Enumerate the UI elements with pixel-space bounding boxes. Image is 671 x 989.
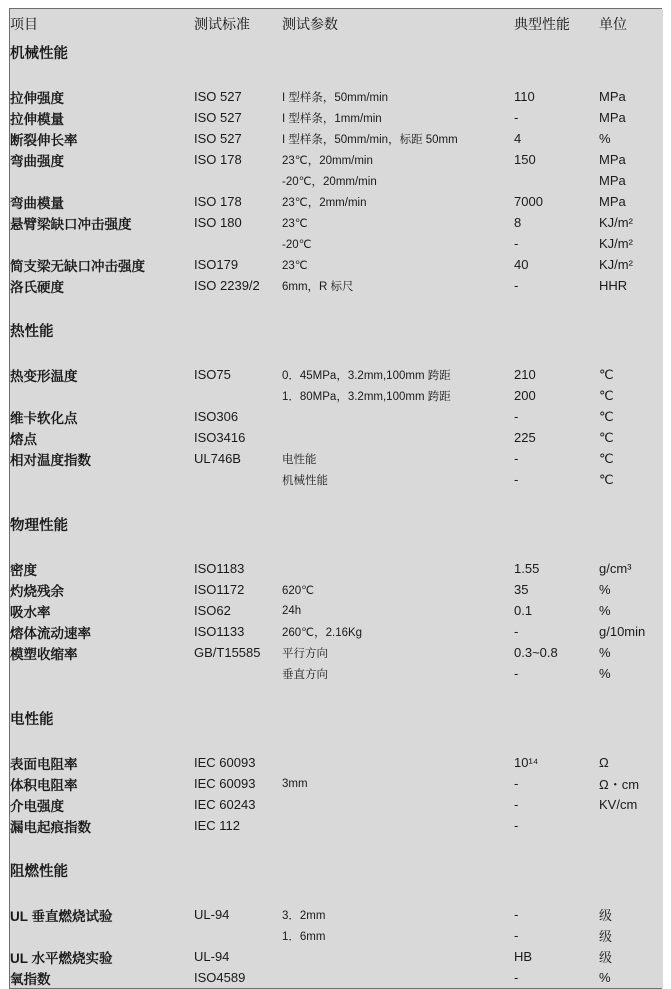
cell-item: 密度 (10, 562, 37, 578)
cell-unit: 级 (599, 908, 613, 923)
cell-standard (194, 883, 282, 904)
table-group-row (10, 317, 663, 343)
table-row (10, 364, 663, 385)
cell-unit (599, 836, 663, 857)
cell-item: 拉伸模量 (10, 111, 64, 127)
cell-parameter (282, 705, 514, 731)
cell-typical-value (514, 490, 599, 511)
cell-typical-value (514, 296, 599, 317)
cell-standard: IEC 112 (194, 818, 241, 833)
cell-unit (599, 857, 663, 883)
table-row (10, 191, 663, 212)
column-header-item: 项目 (10, 16, 38, 32)
cell-unit (599, 537, 663, 558)
cell-standard (194, 317, 282, 343)
table-row (10, 149, 663, 170)
cell-unit: g/10min (599, 624, 646, 639)
cell-standard (194, 65, 282, 86)
cell-standard: ISO 527 (194, 110, 242, 125)
cell-parameter (282, 490, 514, 511)
cell-unit: ℃ (599, 366, 614, 382)
cell-item (10, 343, 194, 364)
group-title: 机械性能 (10, 45, 68, 62)
cell-standard: ISO75 (194, 367, 231, 382)
cell-standard: ISO 178 (194, 152, 242, 167)
cell-typical-value: 40 (514, 257, 529, 272)
cell-unit: HHR (599, 278, 628, 293)
cell-unit (599, 490, 663, 511)
cell-parameter: 垂直方向 (282, 668, 328, 681)
cell-typical-value: - (514, 928, 519, 943)
cell-unit: % (599, 131, 611, 146)
cell-parameter (282, 857, 514, 883)
cell-item (10, 925, 194, 946)
cell-parameter: 0．45MPa，3.2mm,100mm 跨距 (282, 369, 451, 382)
cell-parameter: 260℃，2.16Kg (282, 626, 363, 639)
cell-item: 拉伸强度 (10, 90, 64, 106)
cell-typical-value: 7000 (514, 194, 543, 209)
cell-item: 相对温度指数 (10, 452, 91, 468)
cell-typical-value: - (514, 472, 519, 487)
cell-standard (194, 39, 282, 65)
table-group-row (10, 39, 663, 65)
column-header-standard: 测试标准 (194, 16, 250, 32)
cell-typical-value: - (514, 818, 519, 833)
cell-item: 悬臂梁缺口冲击强度 (10, 216, 132, 232)
cell-unit (599, 705, 663, 731)
cell-standard (194, 343, 282, 364)
cell-standard: ISO 178 (194, 194, 242, 209)
column-header-unit: 单位 (599, 16, 627, 32)
cell-item (10, 170, 194, 191)
cell-item: 吸水率 (10, 604, 51, 620)
cell-item (10, 233, 194, 254)
table-spacer-row (10, 731, 663, 752)
cell-parameter: 23℃，2mm/min (282, 196, 367, 209)
cell-parameter: 620℃ (282, 584, 315, 597)
cell-unit (599, 39, 663, 65)
cell-item: 维卡软化点 (10, 410, 78, 426)
cell-item: 弯曲强度 (10, 153, 64, 169)
cell-parameter (282, 794, 514, 815)
cell-parameter (282, 752, 514, 773)
cell-parameter: 1．80MPa，3.2mm,100mm 跨距 (282, 390, 451, 403)
cell-parameter: I 型样条，50mm/min (282, 91, 389, 104)
table-spacer-row (10, 296, 663, 317)
cell-parameter: 24h (282, 604, 302, 617)
cell-standard (194, 663, 282, 684)
cell-parameter (282, 967, 514, 988)
cell-standard (194, 857, 282, 883)
cell-standard (194, 684, 282, 705)
cell-parameter (282, 883, 514, 904)
cell-standard: ISO62 (194, 603, 231, 618)
cell-typical-value (514, 731, 599, 752)
cell-parameter (282, 427, 514, 448)
column-header-typical: 典型性能 (514, 16, 570, 32)
cell-unit: % (599, 666, 611, 681)
cell-typical-value (514, 883, 599, 904)
cell-item: 简支梁无缺口冲击强度 (10, 258, 145, 274)
table-row (10, 794, 663, 815)
table-row (10, 107, 663, 128)
cell-standard: ISO 180 (194, 215, 242, 230)
cell-unit (599, 684, 663, 705)
table-head (10, 9, 663, 39)
table-row (10, 621, 663, 642)
table-spacer-row (10, 684, 663, 705)
cell-standard (194, 925, 282, 946)
cell-parameter: 平行方向 (282, 647, 328, 660)
cell-item: UL 水平燃烧实验 (10, 950, 113, 966)
cell-parameter: 23℃，20mm/min (282, 154, 373, 167)
cell-item: 弯曲模量 (10, 195, 64, 211)
table-spacer-row (10, 65, 663, 86)
cell-typical-value: - (514, 797, 519, 812)
cell-parameter (282, 946, 514, 967)
column-header-parameter: 测试参数 (282, 16, 338, 32)
cell-unit: % (599, 970, 611, 985)
cell-unit: Ω (599, 755, 609, 770)
table-header-row (10, 9, 663, 39)
cell-parameter (282, 296, 514, 317)
cell-item (10, 537, 194, 558)
table-spacer-row (10, 836, 663, 857)
cell-standard: ISO306 (194, 409, 239, 424)
table-row (10, 815, 663, 836)
cell-typical-value: - (514, 409, 519, 424)
cell-typical-value: 150 (514, 152, 536, 167)
cell-standard: UL-94 (194, 907, 230, 922)
group-title: 电性能 (10, 711, 54, 728)
table-row (10, 904, 663, 925)
cell-item (10, 469, 194, 490)
cell-parameter (282, 731, 514, 752)
cell-standard (194, 490, 282, 511)
cell-standard (194, 705, 282, 731)
cell-typical-value: - (514, 451, 519, 466)
cell-unit: ℃ (599, 387, 614, 403)
cell-parameter: 3mm (282, 777, 308, 790)
cell-typical-value: 4 (514, 131, 522, 146)
cell-typical-value (514, 537, 599, 558)
cell-unit: 级 (599, 929, 613, 944)
cell-parameter: 6mm，R 标尺 (282, 280, 354, 293)
cell-item (10, 731, 194, 752)
cell-parameter (282, 39, 514, 65)
cell-standard: ISO 527 (194, 131, 242, 146)
cell-typical-value: - (514, 776, 519, 791)
cell-typical-value: 35 (514, 582, 529, 597)
cell-standard (194, 836, 282, 857)
cell-unit (599, 815, 663, 836)
cell-typical-value (514, 65, 599, 86)
cell-unit: Ω・cm (599, 777, 640, 792)
cell-unit: MPa (599, 173, 626, 188)
cell-unit (599, 296, 663, 317)
cell-standard (194, 233, 282, 254)
table-row (10, 170, 663, 191)
cell-unit: % (599, 582, 611, 597)
cell-standard: ISO179 (194, 257, 239, 272)
cell-item: 断裂伸长率 (10, 132, 78, 148)
cell-unit: ℃ (599, 450, 614, 466)
cell-parameter: 1．6mm (282, 930, 326, 943)
cell-item (10, 490, 194, 511)
table-spacer-row (10, 343, 663, 364)
cell-unit (599, 343, 663, 364)
cell-parameter (282, 65, 514, 86)
cell-typical-value: 225 (514, 430, 536, 445)
cell-unit (599, 883, 663, 904)
cell-unit: MPa (599, 152, 626, 167)
cell-standard: ISO4589 (194, 970, 246, 985)
table-spacer-row (10, 883, 663, 904)
cell-parameter: 23℃ (282, 217, 308, 230)
table-row (10, 752, 663, 773)
cell-typical-value (514, 857, 599, 883)
cell-standard (194, 511, 282, 537)
table-row (10, 406, 663, 427)
cell-typical-value: - (514, 907, 519, 922)
cell-typical-value: 8 (514, 215, 522, 230)
table-spacer-row (10, 490, 663, 511)
cell-standard (194, 469, 282, 490)
cell-unit: ℃ (599, 408, 614, 424)
table-row (10, 925, 663, 946)
cell-parameter: 23℃ (282, 259, 308, 272)
cell-parameter: -20℃ (282, 238, 312, 251)
cell-typical-value (514, 836, 599, 857)
cell-standard: ISO 527 (194, 89, 242, 104)
cell-typical-value (514, 343, 599, 364)
cell-item: 热变形温度 (10, 368, 78, 384)
table-body (10, 39, 663, 988)
table-row (10, 86, 663, 107)
cell-typical-value (514, 39, 599, 65)
cell-parameter: 机械性能 (282, 474, 328, 487)
table-row (10, 254, 663, 275)
table-row (10, 663, 663, 684)
cell-typical-value: HB (514, 949, 533, 964)
cell-typical-value: - (514, 110, 519, 125)
cell-unit: MPa (599, 89, 626, 104)
cell-parameter (282, 684, 514, 705)
cell-parameter: 3．2mm (282, 909, 326, 922)
cell-standard: ISO 2239/2 (194, 278, 260, 293)
cell-standard: ISO1133 (194, 624, 245, 639)
cell-parameter (282, 836, 514, 857)
cell-typical-value (514, 684, 599, 705)
cell-standard: UL-94 (194, 949, 230, 964)
cell-typical-value (514, 170, 599, 191)
material-spec-table (10, 9, 663, 988)
cell-item (10, 296, 194, 317)
cell-unit: KJ/m² (599, 215, 633, 230)
cell-item (10, 663, 194, 684)
cell-standard: IEC 60243 (194, 797, 256, 812)
table-row (10, 128, 663, 149)
cell-typical-value (514, 317, 599, 343)
cell-parameter: I 型样条，1mm/min (282, 112, 382, 125)
cell-item: 熔点 (10, 431, 37, 447)
cell-standard: UL746B (194, 451, 241, 466)
cell-typical-value: 200 (514, 388, 536, 403)
cell-typical-value: 1.55 (514, 561, 540, 576)
cell-unit: g/cm³ (599, 561, 632, 576)
cell-typical-value: 210 (514, 367, 536, 382)
cell-typical-value: 0.1 (514, 603, 533, 618)
cell-item: 体积电阻率 (10, 777, 78, 793)
cell-typical-value: - (514, 624, 519, 639)
table-row (10, 233, 663, 254)
cell-standard: ISO3416 (194, 430, 246, 445)
cell-item: UL 垂直燃烧试验 (10, 908, 113, 924)
cell-item: 介电强度 (10, 798, 64, 814)
cell-standard: IEC 60093 (194, 776, 256, 791)
cell-parameter (282, 815, 514, 836)
table-group-row (10, 705, 663, 731)
cell-item: 漏电起痕指数 (10, 819, 91, 835)
cell-typical-value: 110 (514, 89, 535, 104)
table-row (10, 212, 663, 233)
cell-item (10, 684, 194, 705)
cell-unit (599, 731, 663, 752)
cell-typical-value: 0.3~0.8 (514, 645, 558, 660)
cell-typical-value: - (514, 278, 519, 293)
table-group-row (10, 857, 663, 883)
cell-unit: ℃ (599, 429, 614, 445)
cell-standard: ISO1172 (194, 582, 245, 597)
cell-item (10, 836, 194, 857)
cell-standard (194, 731, 282, 752)
cell-parameter (282, 317, 514, 343)
cell-item (10, 65, 194, 86)
cell-standard: GB/T15585 (194, 645, 261, 660)
cell-parameter: -20℃，20mm/min (282, 175, 377, 188)
cell-unit: KJ/m² (599, 236, 633, 251)
cell-standard (194, 385, 282, 406)
cell-standard (194, 537, 282, 558)
cell-parameter: I 型样条，50mm/min，标距 50mm (282, 133, 458, 146)
cell-parameter (282, 558, 514, 579)
table-row (10, 946, 663, 967)
group-title: 物理性能 (10, 517, 68, 534)
spec-table-frame (9, 8, 662, 989)
cell-parameter (282, 343, 514, 364)
cell-unit: % (599, 645, 611, 660)
cell-item: 氧指数 (10, 971, 51, 987)
cell-item: 洛氏硬度 (10, 279, 64, 295)
cell-parameter (282, 406, 514, 427)
cell-parameter (282, 511, 514, 537)
table-row (10, 579, 663, 600)
cell-typical-value: - (514, 970, 519, 985)
cell-unit: % (599, 603, 611, 618)
table-row (10, 385, 663, 406)
cell-typical-value (514, 511, 599, 537)
table-row (10, 469, 663, 490)
cell-item (10, 883, 194, 904)
cell-item: 表面电阻率 (10, 756, 78, 772)
cell-typical-value: - (514, 666, 519, 681)
table-row (10, 448, 663, 469)
cell-standard (194, 296, 282, 317)
cell-unit: MPa (599, 194, 626, 209)
table-row (10, 600, 663, 621)
group-title: 阻燃性能 (10, 863, 68, 880)
cell-item: 熔体流动速率 (10, 625, 91, 641)
cell-item (10, 385, 194, 406)
table-row (10, 773, 663, 794)
cell-item: 模塑收缩率 (10, 646, 78, 662)
cell-unit: KV/cm (599, 797, 638, 812)
cell-parameter: 电性能 (282, 453, 317, 466)
table-row (10, 275, 663, 296)
cell-unit (599, 317, 663, 343)
group-title: 热性能 (10, 323, 54, 340)
cell-item: 灼烧残余 (10, 583, 64, 599)
cell-parameter (282, 537, 514, 558)
table-row (10, 967, 663, 988)
table-group-row (10, 511, 663, 537)
cell-unit: MPa (599, 110, 626, 125)
cell-unit: KJ/m² (599, 257, 633, 272)
cell-standard (194, 170, 282, 191)
cell-unit: ℃ (599, 471, 614, 487)
table-row (10, 427, 663, 448)
cell-standard: ISO1183 (194, 561, 245, 576)
cell-typical-value: - (514, 236, 519, 251)
table-row (10, 642, 663, 663)
cell-unit (599, 511, 663, 537)
table-row (10, 558, 663, 579)
table-spacer-row (10, 537, 663, 558)
cell-standard: IEC 60093 (194, 755, 256, 770)
cell-typical-value: 10¹⁴ (514, 755, 539, 770)
cell-typical-value (514, 705, 599, 731)
cell-unit (599, 65, 663, 86)
cell-unit: 级 (599, 950, 613, 965)
